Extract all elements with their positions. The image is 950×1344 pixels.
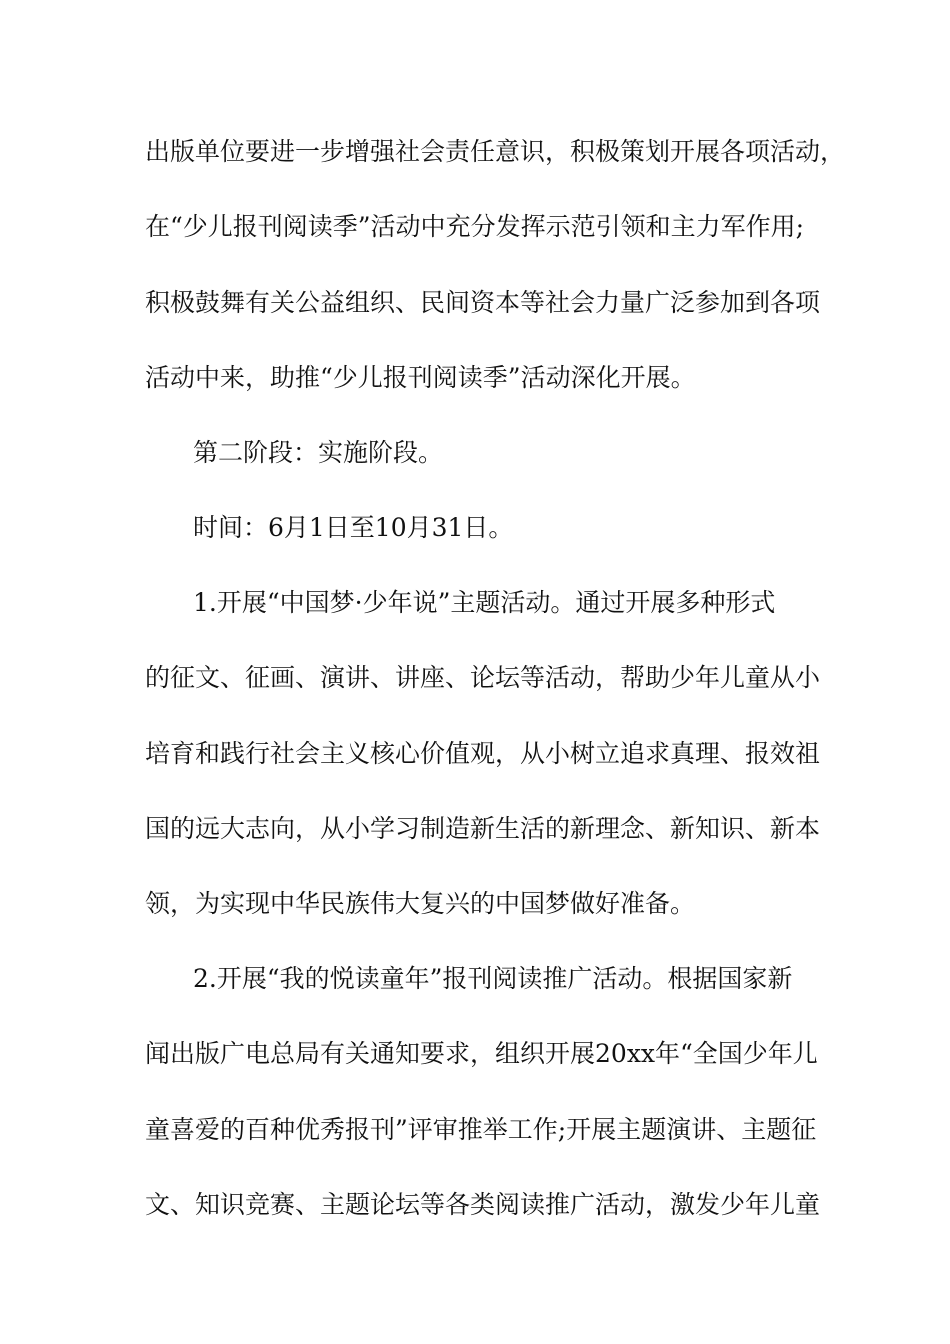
item-1-line-1: 1.开展“中国梦·少年说”主题活动。通过开展多种形式 — [193, 588, 776, 617]
section-heading: 第二阶段：实施阶段。 — [193, 438, 444, 467]
text-line-2: 在“少儿报刊阅读季”活动中充分发挥示范引领和主力军作用; — [145, 212, 804, 241]
item-1-line-3: 培育和践行社会主义核心价值观，从小树立追求真理、报效祖 — [145, 739, 821, 768]
item-1-line-5: 领，为实现中华民族伟大复兴的中国梦做好准备。 — [145, 889, 696, 918]
item-2-line-3: 童喜爱的百种优秀报刊”评审推举工作;开展主题演讲、主题征 — [145, 1115, 817, 1144]
item-2-line-2: 闻出版广电总局有关通知要求，组织开展20xx年“全国少年儿 — [145, 1039, 818, 1068]
text-line-1: 出版单位要进一步增强社会责任意识，积极策划开展各项活动， — [145, 137, 846, 166]
item-1-line-4: 国的远大志向，从小学习制造新生活的新理念、新知识、新本 — [145, 814, 821, 843]
item-1-line-2: 的征文、征画、演讲、讲座、论坛等活动，帮助少年儿童从小 — [145, 663, 821, 692]
item-2-line-4: 文、知识竞赛、主题论坛等各类阅读推广活动，激发少年儿童 — [145, 1190, 821, 1219]
item-2-line-1: 2.开展“我的悦读童年”报刊阅读推广活动。根据国家新 — [193, 964, 793, 993]
text-line-3: 积极鼓舞有关公益组织、民间资本等社会力量广泛参加到各项 — [145, 288, 821, 317]
text-line-4: 活动中来，助推“少儿报刊阅读季”活动深化开展。 — [145, 363, 696, 392]
time-line: 时间：6月1日至10月31日。 — [193, 513, 514, 542]
